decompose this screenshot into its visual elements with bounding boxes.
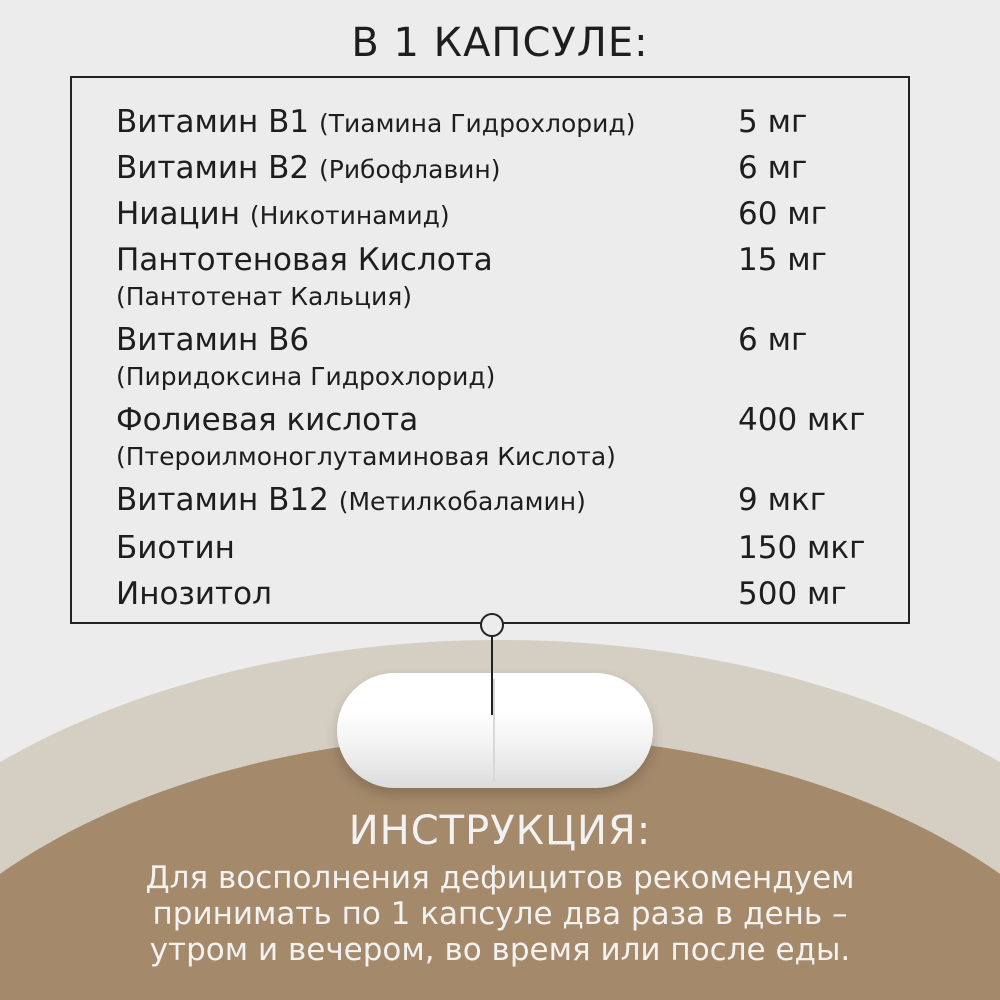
ingredient-name: Пантотеновая Кислота: [116, 242, 493, 278]
connector-dot: [480, 613, 504, 637]
ingredient-amount: 6 мг: [738, 322, 808, 358]
ingredient-name: [116, 196, 450, 232]
ingredient-amount: 400 мкг: [738, 402, 866, 438]
capsule-image: [337, 673, 653, 788]
ingredient-name-text: Витамин В1: [116, 104, 310, 140]
ingredient-name: [116, 104, 635, 140]
ingredient-name: Витамин В6: [116, 322, 310, 358]
ingredient-name: [116, 150, 501, 186]
capsule-seam: [493, 679, 495, 782]
composition-title: В 1 КАПСУЛЕ:: [351, 20, 649, 66]
ingredient-name: Фолиевая кислота: [116, 402, 419, 438]
ingredient-detail: (Пиридоксина Гидрохлорид): [116, 362, 496, 391]
ingredient-detail: (Рибофлавин): [318, 155, 501, 184]
ingredient-amount: 15 мг: [738, 242, 827, 278]
ingredient-name: Биотин: [116, 530, 235, 566]
ingredient-name-text: Витамин В12: [116, 482, 329, 518]
ingredient-amount: 60 мг: [738, 196, 827, 232]
ingredient-detail: (Пантотенат Кальция): [116, 282, 413, 311]
ingredient-name: Инозитол: [116, 576, 272, 612]
ingredient-detail: (Тиамина Гидрохлорид): [318, 109, 636, 138]
ingredient-amount: 500 мг: [738, 576, 847, 612]
ingredient-amount: 9 мкг: [738, 482, 826, 518]
ingredient-detail: (Никотинамид): [249, 201, 450, 230]
composition-table: [70, 76, 910, 624]
ingredient-detail: (Птероилмоноглутаминовая Кислота): [116, 442, 616, 471]
ingredient-amount: 150 мкг: [738, 530, 866, 566]
instructions-text: [0, 860, 1000, 968]
ingredient-amount: 6 мг: [738, 150, 808, 186]
ingredient-amount: 5 мг: [738, 104, 808, 140]
instructions-line: Для восполнения дефицитов рекомендуем: [145, 860, 855, 896]
instructions-line: утром и вечером, во время или после еды.: [149, 932, 851, 968]
instructions-line: принимать по 1 капсуле два раза в день –: [152, 896, 848, 932]
ingredient-name-text: Ниацин: [116, 196, 240, 232]
instructions-title: ИНСТРУКЦИЯ:: [348, 808, 652, 854]
ingredient-name: [116, 482, 586, 518]
connector-line-front: [491, 635, 493, 715]
ingredient-name-text: Витамин В2: [116, 150, 310, 186]
ingredient-detail: (Метилкобаламин): [338, 487, 586, 516]
